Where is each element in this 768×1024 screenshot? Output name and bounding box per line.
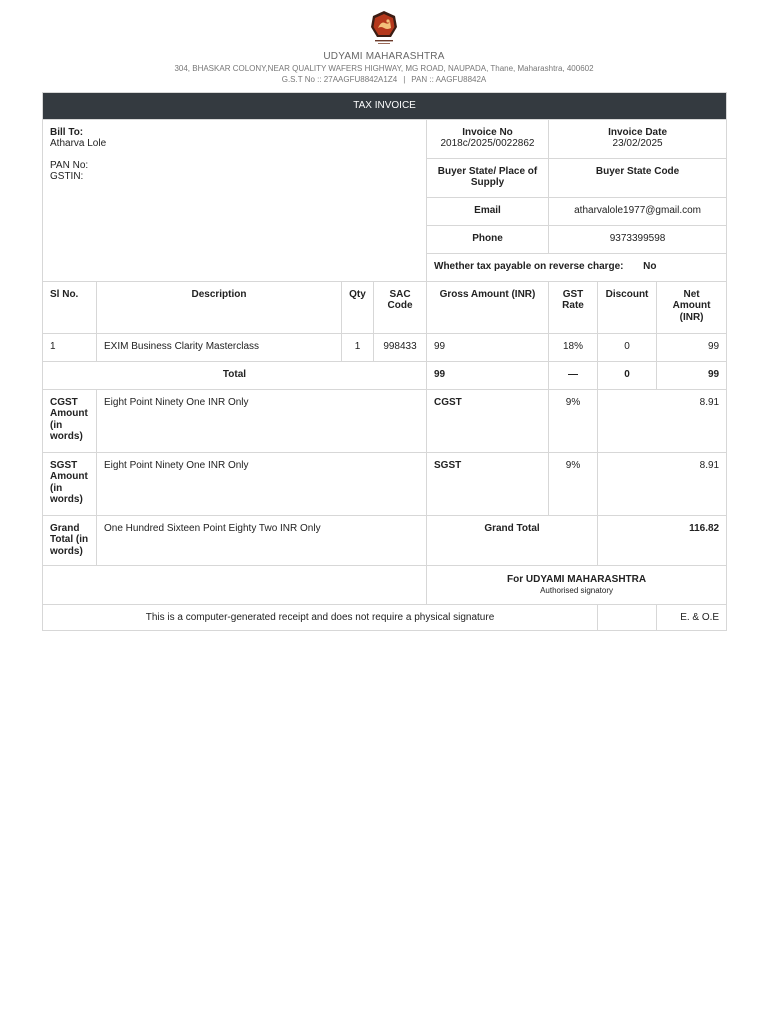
cgst-amount: 8.91 (598, 389, 727, 452)
footer-row (43, 604, 727, 631)
authorised-signatory: Authorised signatory (540, 586, 614, 595)
sgst-row (43, 452, 727, 515)
col-sac-code: SAC Code (374, 281, 427, 333)
table-row (43, 333, 727, 361)
invoice-no-cell (427, 119, 549, 158)
grand-total-words-label: Grand Total (in words) (43, 515, 97, 565)
reverse-charge-value: No (643, 260, 657, 272)
signatory-blank (43, 565, 427, 604)
phone-value: 9373399598 (549, 225, 727, 253)
col-qty: Qty (342, 281, 374, 333)
invoice-date-label: Invoice Date (608, 126, 668, 138)
invoice-title: TAX INVOICE (43, 93, 727, 120)
invoice-no-label: Invoice No (462, 126, 513, 138)
invoice-date-value: 23/02/2025 (612, 138, 663, 149)
company-tax-ids (0, 75, 768, 84)
gstin-label: GSTIN: (50, 171, 84, 182)
column-header-row (43, 281, 727, 333)
company-logo-icon (369, 10, 399, 46)
sgst-rate: 9% (549, 452, 598, 515)
pan-no-label: PAN No: (50, 159, 89, 171)
item-discount: 0 (598, 333, 657, 361)
gst-number: G.S.T No :: 27AAGFU8842A1Z4 (281, 75, 398, 84)
email-value: atharvalole1977@gmail.com (549, 197, 727, 225)
cgst-tax-label: CGST (427, 389, 549, 452)
total-net-amount: 99 (657, 361, 727, 389)
email-label: Email (427, 197, 549, 225)
footer-eoe: E. & O.E (657, 604, 727, 631)
total-discount: 0 (598, 361, 657, 389)
grand-total-label: Grand Total (427, 515, 598, 565)
cgst-row (43, 389, 727, 452)
footer-blank (598, 604, 657, 631)
grand-total-amount: 116.82 (598, 515, 727, 565)
grand-total-words: One Hundred Sixteen Point Eighty Two INR Only (97, 515, 427, 565)
bill-to-block (43, 119, 427, 281)
signatory-for-label: For UDYAMI MAHARASHTRA (507, 573, 647, 585)
total-gross-amount: 99 (427, 361, 549, 389)
item-sl-no: 1 (43, 333, 97, 361)
pan-number: PAN :: AAGFU8842A (411, 75, 487, 84)
bill-to-name: Atharva Lole (50, 138, 107, 149)
sgst-words: Eight Point Ninety One INR Only (97, 452, 427, 515)
sgst-words-label: SGST Amount (in words) (43, 452, 97, 515)
item-gross-amount: 99 (427, 333, 549, 361)
col-net-amount: Net Amount (INR) (657, 281, 727, 333)
item-gst-rate: 18% (549, 333, 598, 361)
phone-label: Phone (427, 225, 549, 253)
footer-note: This is a computer-generated receipt and does not require a physical signature (43, 604, 598, 631)
cgst-rate: 9% (549, 389, 598, 452)
grand-total-row (43, 515, 727, 565)
tax-id-separator: | (403, 75, 406, 84)
sgst-tax-label: SGST (427, 452, 549, 515)
signatory-cell (427, 565, 727, 604)
col-gross-amount: Gross Amount (INR) (427, 281, 549, 333)
item-sac-code: 998433 (374, 333, 427, 361)
col-gst-rate: GST Rate (549, 281, 598, 333)
item-description: EXIM Business Clarity Masterclass (97, 333, 342, 361)
reverse-charge-cell (427, 253, 727, 281)
reverse-charge-label: Whether tax payable on reverse charge: (434, 260, 624, 272)
col-description: Description (97, 281, 342, 333)
buyer-state-label: Buyer State/ Place of Supply (427, 158, 549, 197)
invoice-meta-row (43, 119, 727, 158)
total-row (43, 361, 727, 389)
invoice-title-bar (43, 93, 727, 120)
invoice-no-value: 2018c/2025/0022862 (440, 138, 535, 149)
invoice-table (42, 92, 727, 631)
cgst-words: Eight Point Ninety One INR Only (97, 389, 427, 452)
buyer-state-code-label: Buyer State Code (549, 158, 727, 197)
company-name: UDYAMI MAHARASHTRA (323, 51, 445, 62)
total-label: Total (43, 361, 427, 389)
col-discount: Discount (598, 281, 657, 333)
company-address: 304, BHASKAR COLONY,NEAR QUALITY WAFERS HIGHWAY, MG ROAD, NAUPADA, Thane, Maharashtra, 400602 (174, 64, 594, 73)
col-sl-no: Sl No. (43, 281, 97, 333)
cgst-words-label: CGST Amount (in words) (43, 389, 97, 452)
total-gst-rate: — (549, 361, 598, 389)
signatory-row (43, 565, 727, 604)
item-net-amount: 99 (657, 333, 727, 361)
invoice-header (0, 10, 768, 84)
item-qty: 1 (342, 333, 374, 361)
sgst-amount: 8.91 (598, 452, 727, 515)
bill-to-label: Bill To: (50, 126, 84, 138)
invoice-date-cell (549, 119, 727, 158)
